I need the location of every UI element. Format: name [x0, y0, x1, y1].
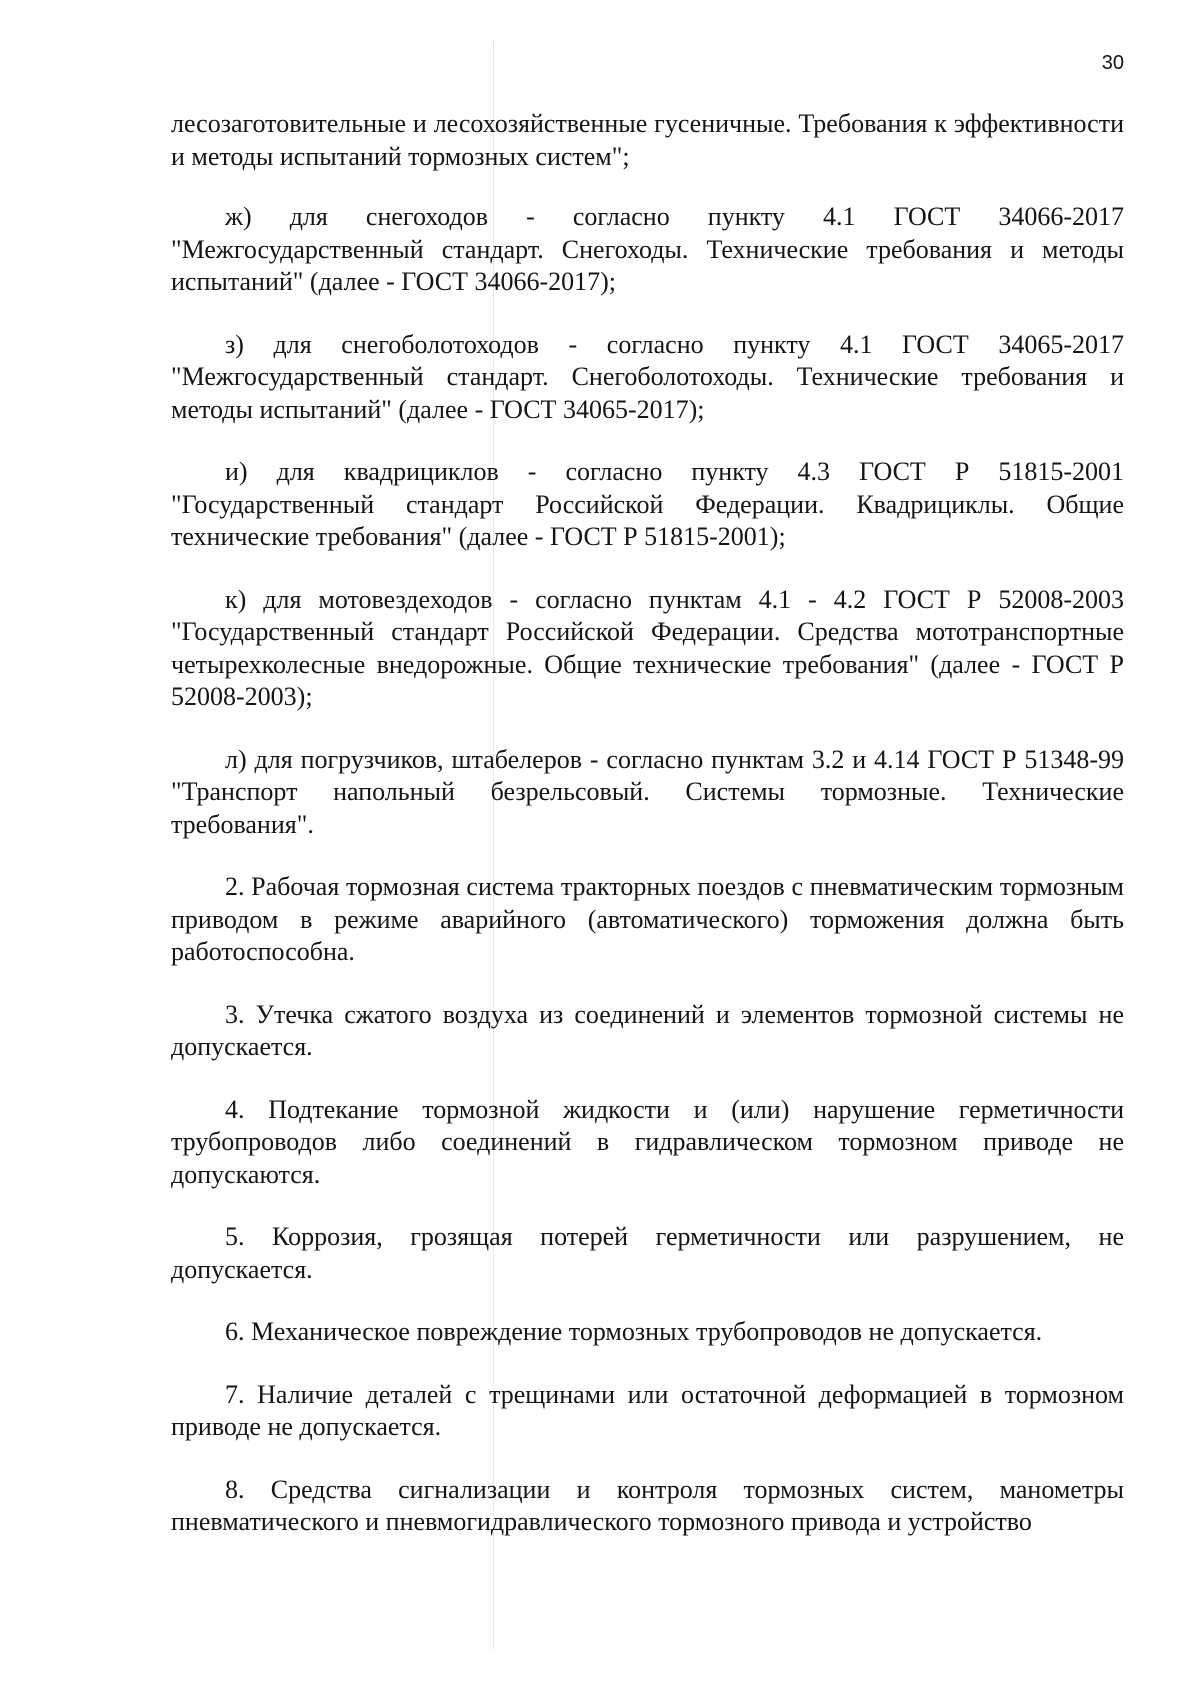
paragraph-item-i: и) для квадрициклов - согласно пункту 4.3 ГОСТ Р 51815-2001 "Государственный стандарт Российской Федерации. Квадрициклы. Общие технические требования" (далее - ГОСТ Р 51815-2001); — [171, 457, 1124, 551]
paragraph-5: 5. Коррозия, грозящая потерей герметичности или разрушением, не допускается. — [171, 1222, 1124, 1284]
page-number: 30 — [1101, 52, 1124, 74]
paragraph-7: 7. Наличие деталей с трещинами или остаточной деформацией в тормозном приводе не допускается. — [171, 1379, 1124, 1441]
paragraph-3: 3. Утечка сжатого воздуха из соединений и элементов тормозной системы не допускается. — [171, 999, 1124, 1061]
paragraph-item-l: л) для погрузчиков, штабелеров - согласно пунктам 3.2 и 4.14 ГОСТ Р 51348-99 "Транспорт напольный безрельсовый. Системы тормозные. Технические требования". — [171, 744, 1124, 839]
paragraph-2: 2. Рабочая тормозная система тракторных поездов с пневматическим тормозным приводом в режиме аварийного (автоматического) торможения должна быть работоспособна. — [171, 872, 1124, 966]
paragraph-item-zh: ж) для снегоходов - согласно пункту 4.1 ГОСТ 34066-2017 "Межгосударственный стандарт. Снегоходы. Технические требования и методы испытаний" (далее - ГОСТ 34066-2017); — [171, 202, 1124, 296]
paragraph-continuation: лесозаготовительные и лесохозяйственные гусеничные. Требования к эффективности и методы испытаний тормозных систем"; — [171, 109, 1124, 171]
paragraph-6: 6. Механическое повреждение тормозных трубопроводов не допускается. — [225, 1317, 1043, 1346]
paragraph-4: 4. Подтекание тормозной жидкости и (или) нарушение герметичности трубопроводов либо соединений в гидравлическом тормозном приводе не допускаются. — [171, 1094, 1124, 1189]
paragraph-item-k: к) для мотовездеходов - согласно пунктам 4.1 - 4.2 ГОСТ Р 52008-2003 "Государственный стандарт Российской Федерации. Средства мототранспортные четырехколесные внедорожные. Общие технические требования" (далее - ГОСТ Р 52008-2003); — [171, 584, 1124, 711]
document-body — [171, 108, 1124, 1569]
paragraph-8: 8. Средства сигнализации и контроля тормозных систем, манометры пневматического и пневмогидравлического тормозного привода и устройство — [171, 1474, 1124, 1536]
paragraph-item-z: з) для снегоболотоходов - согласно пункту 4.1 ГОСТ 34065-2017 "Межгосударственный стандарт. Снегоболотоходы. Технические требования и методы испытаний" (далее - ГОСТ 34065-2017); — [171, 329, 1124, 424]
